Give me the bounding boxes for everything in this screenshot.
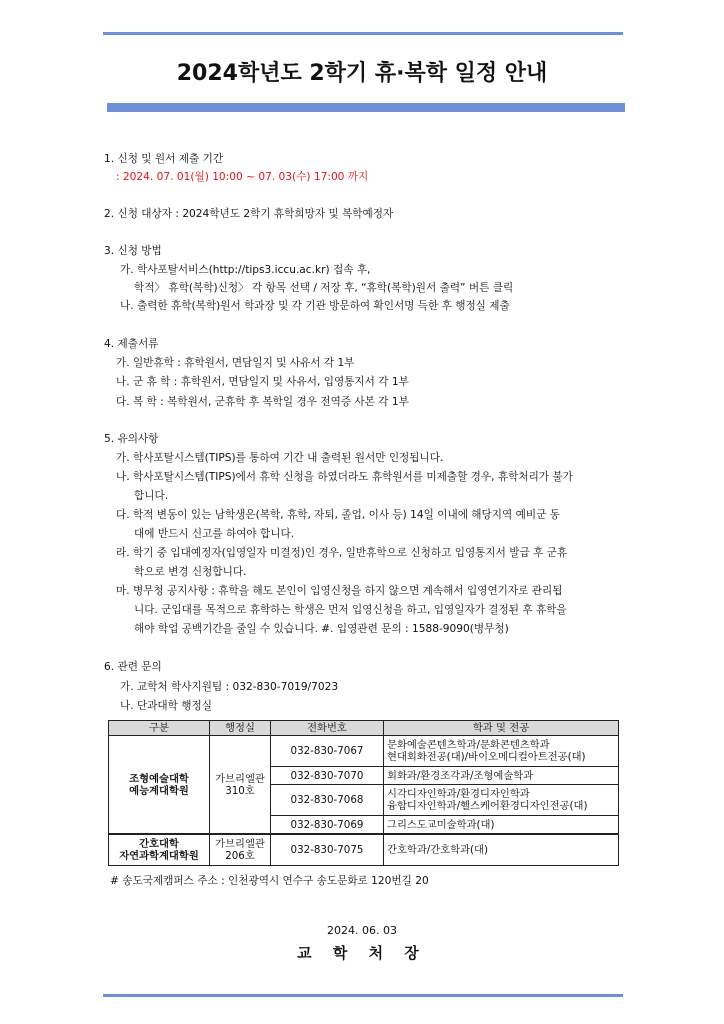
notice-item-c: 다. 학적 변동이 있는 남학생은(복학, 휴학, 자퇴, 졸업, 이사 등) 14일 이내에 해당지역 예비군 동 bbox=[116, 509, 560, 521]
notice-item-b-cont: 합니다. bbox=[134, 490, 169, 502]
section-3-heading: 3. 신청 방법 bbox=[104, 245, 162, 257]
office-cell bbox=[210, 834, 271, 866]
docs-item-a: 가. 일반휴학 : 휴학원서, 면담일지 및 사유서 각 1부 bbox=[116, 357, 355, 369]
office-cell bbox=[210, 736, 271, 835]
application-period: : 2024. 07. 01(월) 10:00 ~ 07. 03(수) 17:00 까지 bbox=[116, 171, 369, 183]
graduate-school-name: 예능계대학원 bbox=[129, 784, 189, 797]
section-1-heading: 1. 신청 및 원서 제출 기간 bbox=[104, 153, 224, 165]
method-item-a: 가. 학사포탈서비스(http://tips3.iccu.ac.kr) 접속 후, bbox=[120, 264, 371, 276]
office-room: 206호 bbox=[225, 850, 255, 862]
signature: 교 학 처 장 bbox=[297, 944, 427, 962]
department-line: 융합디자인학과/헬스케어환경디자인전공(대) bbox=[387, 800, 588, 812]
college-cell bbox=[109, 736, 210, 835]
header-phone: 전화번호 bbox=[271, 721, 384, 736]
section-4-heading: 4. 제출서류 bbox=[104, 338, 159, 350]
top-rule bbox=[103, 32, 623, 35]
notice-item-e-cont2: 해야 학업 공백기간을 줄일 수 있습니다. #. 입영관련 문의 : 1588-9090(병무청) bbox=[134, 623, 509, 635]
header-division: 구분 bbox=[109, 721, 210, 736]
office-building: 가브리엘관 bbox=[215, 838, 265, 850]
contact-table bbox=[108, 720, 619, 866]
notice-item-c-cont: 대에 반드시 신고를 하여야 합니다. bbox=[134, 528, 295, 540]
notice-item-e-cont1: 니다. 군입대를 목적으로 휴학하는 학생은 먼저 입영신청을 하고, 입영일자가 결정된 후 휴학을 bbox=[134, 604, 567, 616]
title-underline bbox=[107, 103, 625, 112]
department-cell: 그리스도교미술학과(대) bbox=[384, 816, 619, 835]
header-department: 학과 및 전공 bbox=[384, 721, 619, 736]
docs-item-c: 다. 복 학 : 복학원서, 군휴학 후 복학일 경우 전역증 사본 각 1부 bbox=[116, 396, 409, 408]
college-cell bbox=[109, 834, 210, 866]
graduate-school-name: 자연과학계대학원 bbox=[119, 850, 199, 862]
document-date: 2024. 06. 03 bbox=[327, 924, 397, 937]
notice-item-b: 나. 학사포탈시스템(TIPS)에서 휴학 신청을 하였더라도 휴학원서를 미제출할 경우, 휴학처리가 불가 bbox=[116, 471, 573, 483]
campus-address-note: # 송도국제캠퍼스 주소 : 인천광역시 연수구 송도문화로 120번길 20 bbox=[110, 875, 429, 887]
notice-item-d: 라. 학기 중 입대예정자(입영일자 미결정)인 경우, 일반휴학으로 신청하고 입영통지서 발급 후 군휴 bbox=[116, 547, 568, 559]
page-title: 2024학년도 2학기 휴·복학 일정 안내 bbox=[176, 61, 548, 86]
phone-cell: 032-830-7069 bbox=[271, 816, 384, 835]
office-building: 가브리엘관 bbox=[215, 772, 265, 785]
department-cell bbox=[384, 785, 619, 816]
method-item-a-detail: 학적〉 휴학(복학)신청〉 각 항목 선택 / 저장 후, “휴학(복학)원서 출력” 버튼 클릭 bbox=[134, 282, 514, 294]
office-room: 310호 bbox=[225, 784, 255, 797]
department-line: 시각디자인학과/환경디자인학과 bbox=[387, 788, 530, 800]
college-name: 간호대학 bbox=[139, 838, 179, 850]
section-6-heading: 6. 관련 문의 bbox=[104, 661, 162, 673]
section-5-heading: 5. 유의사항 bbox=[104, 433, 159, 445]
phone-cell: 032-830-7068 bbox=[271, 785, 384, 816]
table-header-row bbox=[109, 721, 619, 736]
notice-item-d-cont: 학으로 변경 신청합니다. bbox=[134, 566, 247, 578]
college-name: 조형예술대학 bbox=[129, 772, 189, 785]
contact-item-a: 가. 교학처 학사지원팀 : 032-830-7019/7023 bbox=[120, 681, 339, 693]
header-office: 행정실 bbox=[210, 721, 271, 736]
bottom-rule bbox=[103, 994, 623, 997]
phone-cell: 032-830-7070 bbox=[271, 767, 384, 785]
notice-item-a: 가. 학사포탈시스템(TIPS)를 통하여 기간 내 출력된 원서만 인정됩니다. bbox=[116, 452, 444, 464]
notice-item-e: 마. 병무청 공지사항 : 휴학을 해도 본인이 입영신청을 하지 않으면 계속해서 입영연기자로 관리됩 bbox=[116, 585, 563, 597]
table-row bbox=[109, 834, 619, 866]
contact-item-b: 나. 단과대학 행정실 bbox=[120, 700, 212, 712]
department-cell: 간호학과/간호학과(대) bbox=[384, 834, 619, 866]
department-cell bbox=[384, 736, 619, 767]
method-item-b: 나. 출력한 휴학(복학)원서 학과장 및 각 기관 방문하여 확인서명 득한 후 행정실 제출 bbox=[120, 300, 510, 312]
department-line: 현대회화전공(대)/바이오메디컬아트전공(대) bbox=[387, 751, 586, 763]
docs-item-b: 나. 군 휴 학 : 휴학원서, 면담일지 및 사유서, 입영통지서 각 1부 bbox=[116, 376, 409, 388]
section-2-heading: 2. 신청 대상자 : 2024학년도 2학기 휴학희망자 및 복학예정자 bbox=[104, 208, 394, 220]
phone-cell: 032-830-7067 bbox=[271, 736, 384, 767]
table-row bbox=[109, 736, 619, 767]
phone-cell: 032-830-7075 bbox=[271, 834, 384, 866]
department-cell: 회화과/환경조각과/조형예술학과 bbox=[384, 767, 619, 785]
department-line: 문화예술콘텐츠학과/문화콘텐츠학과 bbox=[387, 739, 550, 751]
